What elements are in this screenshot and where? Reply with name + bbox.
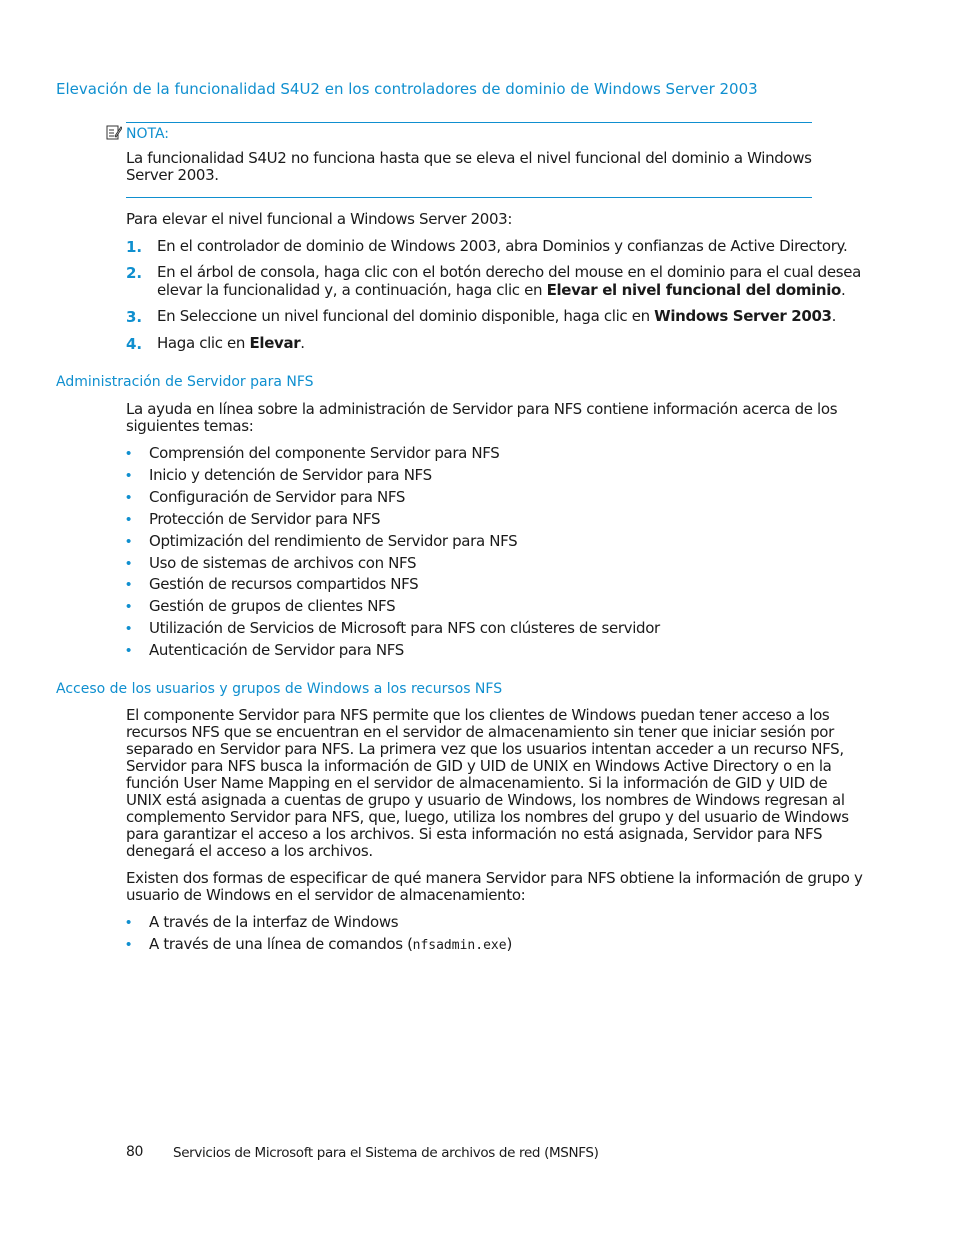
section-heading-s4u2: Elevación de la funcionalidad S4U2 en los controladores de dominio de Windows Server 2003 xyxy=(56,80,758,98)
section-intro-line1: La ayuda en línea sobre la administración de Servidor para NFS contiene información acerca de los xyxy=(126,400,838,418)
paragraph-line: para garantizar el acceso a los archivos. Si esta información no está asignada, Servidor para NFS xyxy=(126,825,823,843)
topic-item: Configuración de Servidor para NFS xyxy=(149,488,406,506)
bullet-glyph: • xyxy=(126,620,132,637)
step-text: En el árbol de consola, haga clic con el botón derecho del mouse en el dominio para el cual desea xyxy=(157,263,861,281)
bullet-glyph: • xyxy=(126,936,132,953)
paragraph-line: función User Name Mapping en el servidor de almacenamiento. Si la información de GID y UID de xyxy=(126,774,828,792)
bullet-glyph: • xyxy=(126,489,132,506)
topic-item: Gestión de grupos de clientes NFS xyxy=(149,597,396,615)
note-text-line1: La funcionalidad S4U2 no funciona hasta que se eleva el nivel funcional del dominio a Windows xyxy=(126,149,812,167)
page-number: 80 xyxy=(126,1144,144,1160)
command-code: nfsadmin.exe xyxy=(412,938,507,953)
bullet-glyph: • xyxy=(126,467,132,484)
paragraph-line: denegará el acceso a los archivos. xyxy=(126,842,373,860)
step-number: 2. xyxy=(126,264,143,282)
topic-item: Protección de Servidor para NFS xyxy=(149,510,381,528)
topic-item: Optimización del rendimiento de Servidor para NFS xyxy=(149,532,518,550)
note-top-rule xyxy=(126,122,812,123)
bullet-glyph: • xyxy=(126,555,132,572)
paragraph-line: UNIX está asignada a cuentas de grupo y usuario de Windows, los nombres de Windows regresan al xyxy=(126,791,845,809)
steps-intro: Para elevar el nivel funcional a Windows Server 2003: xyxy=(126,210,513,228)
topic-item: Comprensión del componente Servidor para NFS xyxy=(149,444,500,462)
note-bottom-rule xyxy=(126,197,812,198)
bullet-glyph: • xyxy=(126,598,132,615)
note-text-line2: Server 2003. xyxy=(126,166,219,184)
method-item: A través de la interfaz de Windows xyxy=(149,913,399,931)
bullet-glyph: • xyxy=(126,914,132,931)
section-heading-access: Acceso de los usuarios y grupos de Windows a los recursos NFS xyxy=(56,681,503,697)
topic-item: Uso de sistemas de archivos con NFS xyxy=(149,554,417,572)
bullet-glyph: • xyxy=(126,445,132,462)
topic-item: Utilización de Servicios de Microsoft para NFS con clústeres de servidor xyxy=(149,619,660,637)
paragraph-line: Existen dos formas de especificar de qué manera Servidor para NFS obtiene la información de grupo y xyxy=(126,869,863,887)
bullet-glyph: • xyxy=(126,576,132,593)
paragraph-line: recursos NFS que se encuentran en el servidor de almacenamiento sin tener que iniciar sesión por xyxy=(126,723,834,741)
step-text: En el controlador de dominio de Windows 2003, abra Dominios y confianzas de Active Directory. xyxy=(157,237,848,255)
paragraph-line: usuario de Windows en el servidor de almacenamiento: xyxy=(126,886,526,904)
paragraph-line: Servidor para NFS busca la información de GID y UID de UNIX en Windows Active Directory o en la xyxy=(126,757,832,775)
bullet-glyph: • xyxy=(126,533,132,550)
step-number: 4. xyxy=(126,335,143,353)
topic-item: Inicio y detención de Servidor para NFS xyxy=(149,466,432,484)
bullet-glyph: • xyxy=(126,511,132,528)
section-intro-line2: siguientes temas: xyxy=(126,417,254,435)
paragraph-line: complemento Servidor para NFS, que, luego, utiliza los nombres del grupo y del usuario de Windows xyxy=(126,808,849,826)
step-text-continued: elevar la funcionalidad y, a continuación, haga clic en Elevar el nivel funcional del dominio. xyxy=(157,281,846,299)
footer-title: Servicios de Microsoft para el Sistema de archivos de red (MSNFS) xyxy=(173,1145,599,1161)
note-pencil-icon xyxy=(106,124,122,140)
method-item: A través de una línea de comandos (nfsadmin.exe) xyxy=(149,935,513,953)
note-label: NOTA: xyxy=(126,126,170,142)
paragraph-line: separado en Servidor para NFS. La primera vez que los usuarios intentan acceder a un recurso NFS, xyxy=(126,740,844,758)
step-text: En Seleccione un nivel funcional del dominio disponible, haga clic en Windows Server 2003. xyxy=(157,307,837,325)
step-number: 3. xyxy=(126,308,143,326)
paragraph-line: El componente Servidor para NFS permite que los clientes de Windows puedan tener acceso a los xyxy=(126,706,830,724)
step-text: Haga clic en Elevar. xyxy=(157,334,305,352)
bullet-glyph: • xyxy=(126,642,132,659)
topic-item: Autenticación de Servidor para NFS xyxy=(149,641,404,659)
step-number: 1. xyxy=(126,238,143,256)
section-heading-admin-nfs: Administración de Servidor para NFS xyxy=(56,374,314,390)
topic-item: Gestión de recursos compartidos NFS xyxy=(149,575,419,593)
